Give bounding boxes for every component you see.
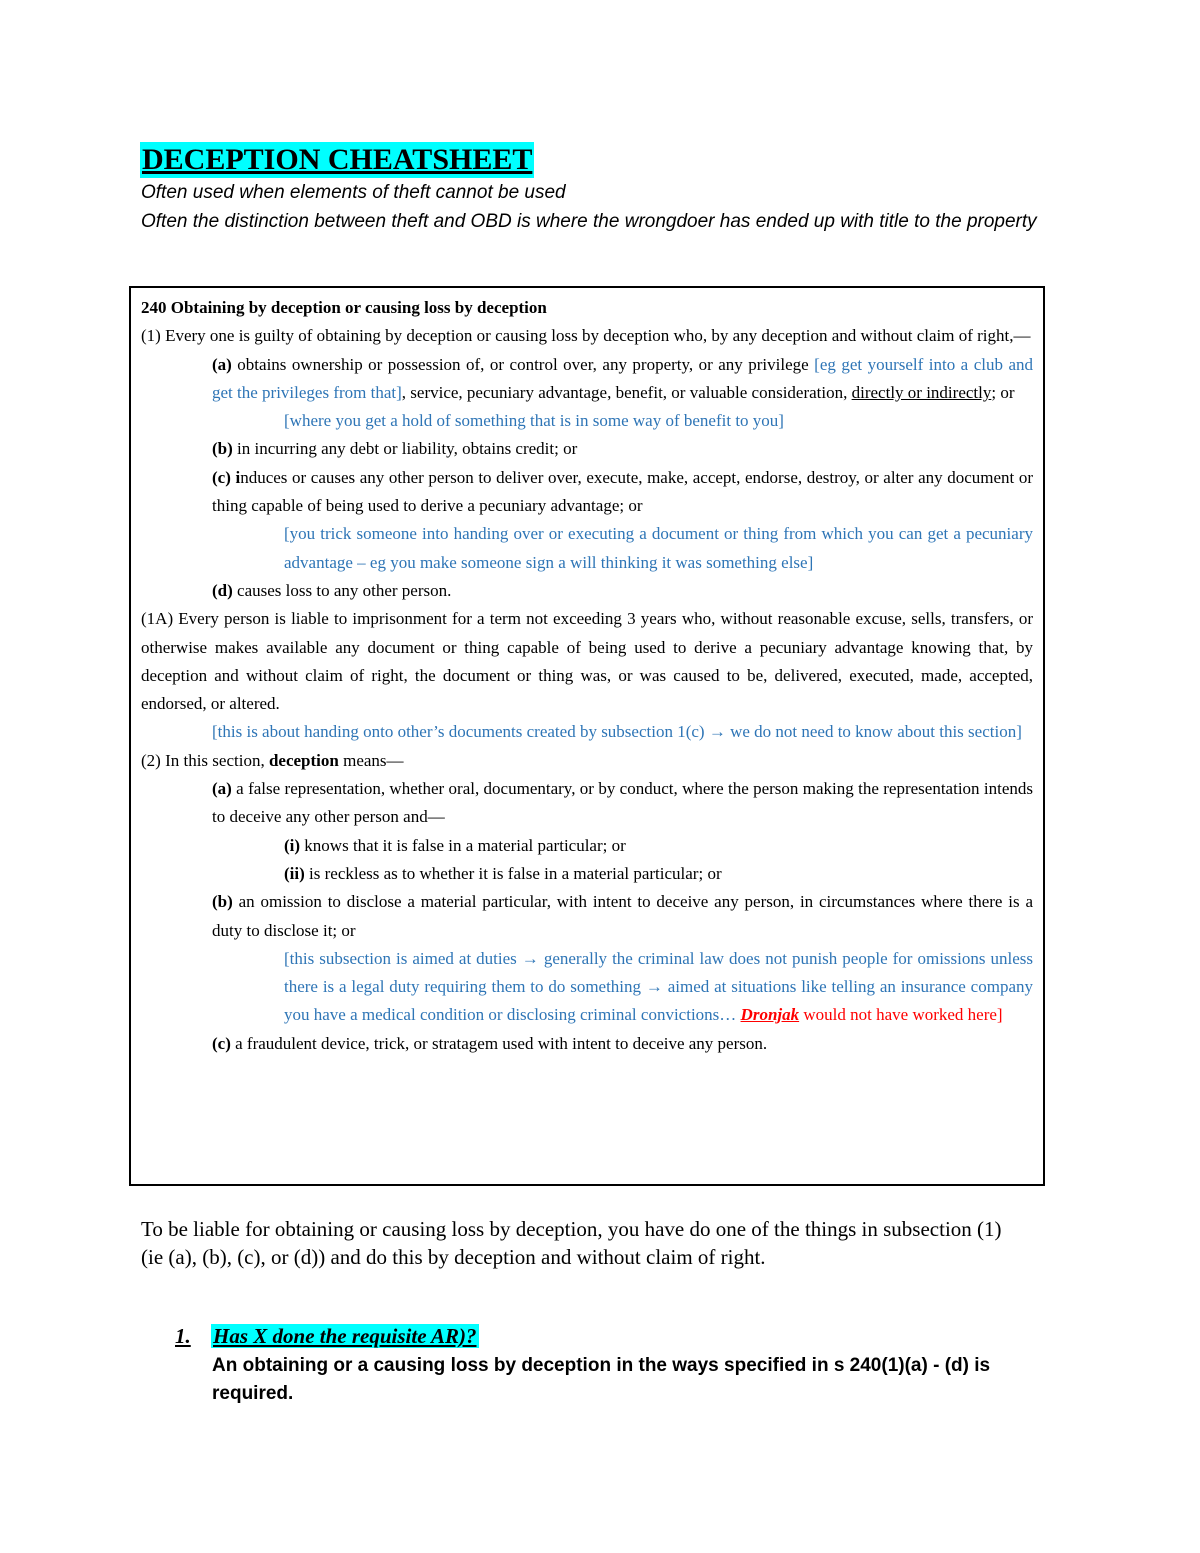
paragraph-2c (212, 1030, 1033, 1058)
annotation-note: [you trick someone into handing over or executing a document or thing from which you can get a pecuniary advantage – eg you make someone sign a will thinking it was something else] (284, 524, 1033, 572)
label: (b) (212, 439, 233, 459)
label: (b) (212, 892, 233, 912)
question-heading (175, 1322, 479, 1350)
subparagraph-ii (284, 860, 1033, 888)
underlined-text: directly or indirectly (851, 382, 992, 402)
paragraph-1a (212, 351, 1033, 408)
label: (i) (284, 835, 301, 855)
label: (a) (212, 779, 232, 799)
subsection-1: (1) Every one is guilty of obtaining by deception or causing loss by deception who, by any deception and without claim of right,— (141, 326, 1031, 346)
annotation-note: [this is about handing onto other’s documents created by subsection 1(c) → we do not need to know about this section] (212, 722, 1022, 742)
text: a fraudulent device, trick, or stratagem used with intent to deceive any person. (230, 1033, 768, 1053)
defined-term: deception (268, 750, 339, 770)
annotation-note: [where you get a hold of something that is in some way of benefit to you] (284, 411, 784, 431)
text: knows that it is false in a material particular; or (300, 835, 626, 855)
subsection-1a: (1A) Every person is liable to imprisonment for a term not exceeding 3 years who, without reasonable excuse, sells, transfers, or otherwise makes available any document or thing capable of being used to derive a pecuniary advantage knowing that, by deception and without claim of right, the document or thing was, or was caused to be, delivered, executed, made, accepted, endorsed, or altered. (141, 609, 1033, 714)
text: obtains ownership or possession of, or control over, any property, or any privilege (231, 354, 815, 374)
note-text-red: would not have worked here] (799, 1005, 1003, 1025)
question-text: Has X done the requisite AR)? (213, 1324, 477, 1348)
text: nduces or causes any other person to deliver over, execute, make, accept, endorse, destroy, or alter any document or thing capable of being used to derive a pecuniary advantage; or (212, 467, 1034, 516)
paragraph-2a (212, 775, 1033, 832)
paragraph-1d (212, 577, 1033, 605)
label: (d) (212, 580, 233, 600)
statute-heading: 240 Obtaining by deception or causing loss by deception (141, 298, 547, 317)
text: in incurring any debt or liability, obtains credit; or (232, 439, 578, 459)
question-body: An obtaining or a causing loss by deception in the ways specified in s 240(1)(a) - (d) is required. (212, 1355, 991, 1404)
page-title: DECEPTION CHEATSHEET (142, 143, 533, 176)
subsection-2 (141, 747, 1033, 775)
text: , service, pecuniary advantage, benefit, or valuable consideration, (401, 382, 852, 402)
note-text: [this subsection is aimed at duties → generally the criminal law does not punish people for omissions unless there is a legal duty requiring them to do something → aimed at situations like telling an insurance company you have a medical condition or disclosing criminal convictions… (284, 948, 1033, 1025)
text: is reckless as to whether it is false in a material particular; or (304, 863, 722, 883)
text: causes loss to any other person. (232, 580, 452, 600)
label: (c) i (212, 467, 241, 487)
annotation-note: [eg get yourself into a club and get the privileges from that] (212, 354, 1033, 402)
text: an omission to disclose a material particular, with intent to deceive any person, in circumstances where there is a duty to disclose it; or (212, 892, 1033, 940)
label: (a) (212, 354, 232, 374)
label: (ii) (284, 863, 305, 883)
text: ; or (991, 382, 1015, 402)
intro-line: Often used when elements of theft cannot be used (141, 182, 566, 203)
text: means— (338, 750, 404, 770)
text: a false representation, whether oral, documentary, or by conduct, where the person making the representation intends to deceive any other person and— (212, 779, 1033, 827)
paragraph-1c (212, 464, 1033, 521)
text: (2) In this section, (141, 750, 269, 770)
summary-paragraph: To be liable for obtaining or causing loss by deception, you have do one of the things in subsection (1) (ie (a), (b), (c), or (d)) and do this by deception and without claim of right. (141, 1217, 1002, 1269)
annotation-note (284, 945, 1033, 1030)
question-number: 1. (175, 1324, 191, 1348)
label: (c) (212, 1033, 231, 1053)
case-name: Dronjak (740, 1005, 800, 1025)
intro-line: Often the distinction between theft and OBD is where the wrongdoer has ended up with title to the property (141, 211, 1037, 232)
statute-box (129, 286, 1045, 1186)
subparagraph-i (284, 832, 1033, 860)
paragraph-1b (212, 435, 1033, 463)
intro-text (141, 178, 1056, 236)
paragraph-2b (212, 888, 1033, 945)
